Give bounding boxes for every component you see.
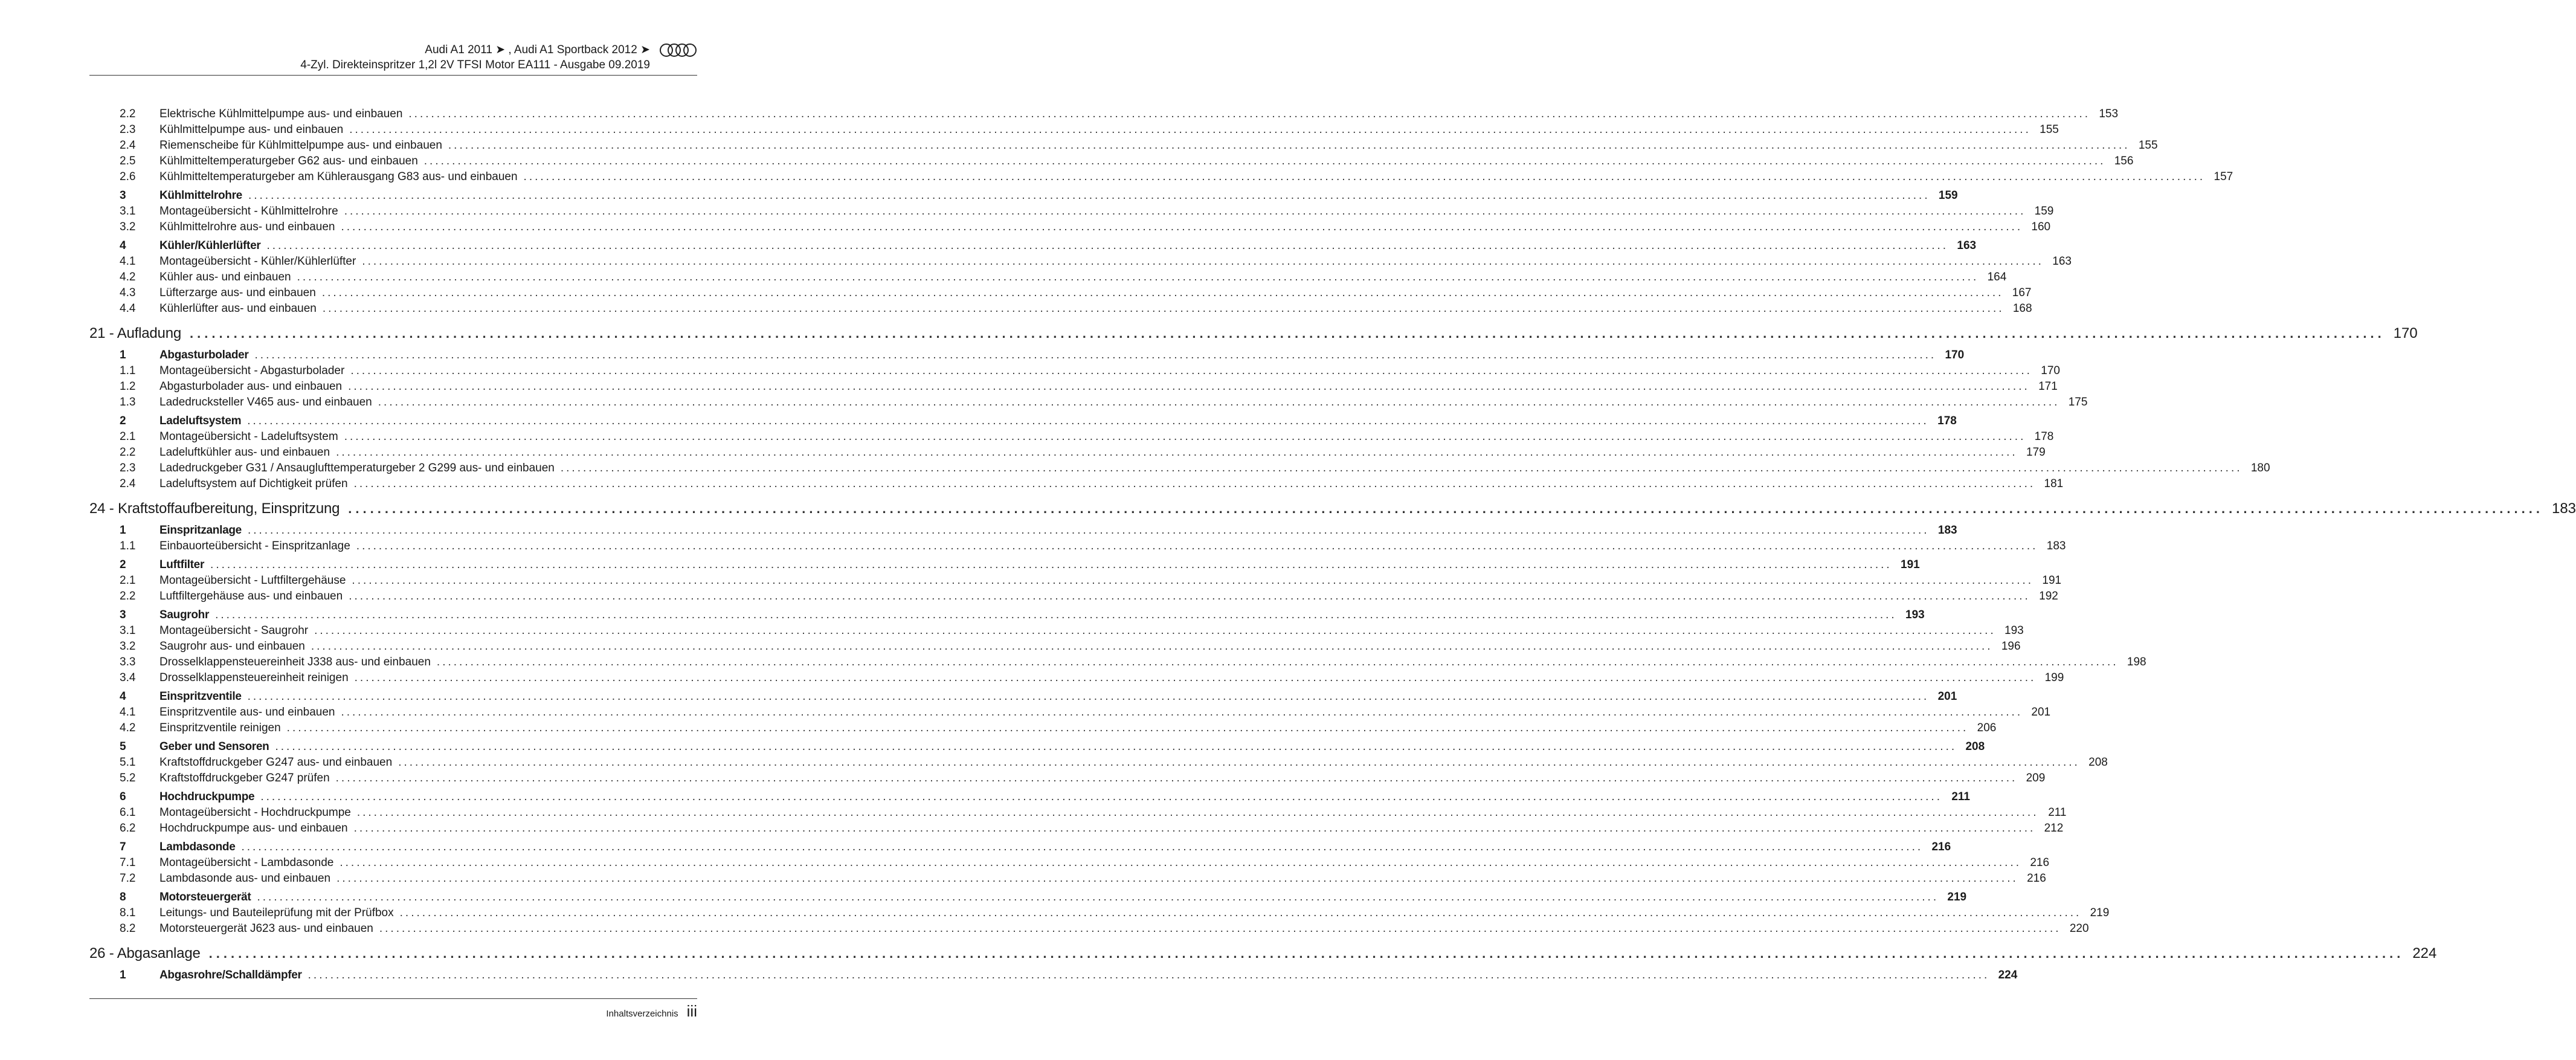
toc-section[interactable]: [89, 413, 1957, 429]
toc-subsection[interactable]: [89, 106, 2119, 122]
toc-entry-page: 153: [2099, 108, 2119, 120]
toc-entry-number: 2.1: [120, 430, 136, 443]
toc-entry-title: Saugrohr aus- und einbauen: [159, 640, 305, 653]
toc-entry-number: 4.1: [120, 706, 136, 719]
toc-entry-title: Luftfilter: [159, 558, 205, 571]
toc-entry-title: Lüfterzarge aus- und einbauen: [159, 286, 316, 299]
toc-entry-title: 26 - Abgasanlage: [89, 945, 201, 961]
dot-leader: ............................................................................................................................................................................................................................................................................................................: [241, 841, 1924, 853]
toc-entry-title: Abgasturbolader: [159, 349, 249, 361]
toc-subsection[interactable]: [89, 871, 2046, 887]
dot-leader: ............................................................................................................................................................................................................................................................................................................: [408, 108, 2091, 120]
toc-entry-number: 4.2: [120, 722, 136, 734]
toc-entry-page: 201: [1937, 690, 1957, 703]
dot-leader: ............................................................................................................................................................................................................................................................................................................: [297, 271, 1979, 283]
toc-subsection[interactable]: [89, 270, 2007, 285]
dot-leader: ............................................................................................................................................................................................................................................................................................................: [349, 590, 2030, 603]
toc-entry-page: 163: [2052, 255, 2072, 268]
toc-entry-number: 3.2: [120, 221, 136, 233]
toc-subsection[interactable]: [89, 169, 2233, 185]
toc-subsection[interactable]: [89, 654, 2146, 670]
toc-entry-number: 3.2: [120, 640, 136, 653]
toc-entry-page: 211: [2048, 806, 2067, 819]
toc-entry-title: Montageübersicht - Lambdasonde: [159, 856, 334, 869]
footer-divider: [89, 998, 697, 999]
toc-entry-number: 6.2: [120, 822, 136, 835]
toc-entry-page: 206: [1977, 722, 1997, 734]
toc-section[interactable]: [89, 238, 1977, 254]
toc-entry-title: Montageübersicht - Hochdruckpumpe: [159, 806, 351, 819]
toc-entry-title: Motorsteuergerät J623 aus- und einbauen: [159, 922, 373, 935]
dot-leader: ............................................................................................................................................................................................................................................................................................................: [354, 671, 2037, 684]
toc-entry-page: 208: [2088, 756, 2108, 769]
toc-entry-title: Hochdruckpumpe: [159, 790, 255, 803]
toc-entry-number: 5.1: [120, 756, 136, 769]
dot-leader: ............................................................................................................................................................................................................................................................................................................: [208, 946, 2404, 961]
toc-entry-number: 8.2: [120, 922, 136, 935]
toc-subsection[interactable]: [89, 921, 2089, 937]
toc-subsection[interactable]: [89, 805, 2067, 821]
toc-subsection[interactable]: [89, 476, 2064, 492]
dot-leader: ............................................................................................................................................................................................................................................................................................................: [311, 640, 1993, 653]
toc-entry-title: Ladeluftkühler aus- und einbauen: [159, 446, 330, 459]
dot-leader: ............................................................................................................................................................................................................................................................................................................: [448, 139, 2130, 152]
toc-entry-title: Motorsteuergerät: [159, 891, 251, 903]
toc-entry-page: 219: [1947, 891, 1967, 903]
header-divider: [89, 75, 697, 76]
toc-subsection[interactable]: [89, 395, 2088, 410]
toc-chapter[interactable]: [89, 323, 2418, 344]
toc-entry-page: 191: [2042, 574, 2062, 587]
toc-entry-title: Leitungs- und Bauteileprüfung mit der Prüfbox: [159, 906, 394, 919]
toc-subsection[interactable]: [89, 821, 2064, 836]
toc-entry-title: Riemenscheibe für Kühlmittelpumpe aus- und einbauen: [159, 139, 442, 152]
toc-entry-number: 3: [120, 609, 126, 621]
toc-entry-title: Lambdasonde aus- und einbauen: [159, 872, 331, 885]
toc-entry-number: 1.3: [120, 396, 136, 409]
toc-entry-number: 2.2: [120, 108, 136, 120]
toc-entry-number: 2: [120, 558, 126, 571]
toc-entry-number: 1.1: [120, 540, 136, 552]
toc-entry-title: Ladeluftsystem auf Dichtigkeit prüfen: [159, 477, 348, 490]
dot-leader: ............................................................................................................................................................................................................................................................................................................: [321, 286, 2004, 299]
toc-entry-page: 191: [1901, 558, 1920, 571]
toc-entry-page: 224: [2412, 945, 2437, 961]
toc-entry-page: 180: [2250, 462, 2270, 474]
toc-entry-title: Abgasturbolader aus- und einbauen: [159, 380, 343, 393]
page-number: iii: [686, 1002, 697, 1020]
dot-leader: ............................................................................................................................................................................................................................................................................................................: [210, 558, 1892, 571]
dot-leader: ............................................................................................................................................................................................................................................................................................................: [353, 477, 2036, 490]
toc-entry-title: 24 - Kraftstoffaufbereitung, Einspritzung: [89, 500, 340, 517]
toc-entry-page: 224: [1998, 969, 2018, 981]
toc-entry-page: 159: [2034, 205, 2054, 218]
dot-leader: ............................................................................................................................................................................................................................................................................................................: [398, 756, 2080, 769]
page-footer: [606, 1002, 697, 1021]
toc-subsection[interactable]: [89, 538, 2066, 554]
toc-entry-page: 216: [1931, 841, 1951, 853]
dot-leader: ............................................................................................................................................................................................................................................................................................................: [286, 722, 1969, 734]
toc-subsection[interactable]: [89, 254, 2072, 270]
toc-entry-page: 156: [2114, 155, 2134, 167]
toc-entry-page: 198: [2127, 656, 2146, 668]
toc-entry-number: 2.5: [120, 155, 136, 167]
dot-leader: ............................................................................................................................................................................................................................................................................................................: [336, 872, 2018, 885]
toc-section[interactable]: [89, 523, 1957, 538]
toc-entry-number: 4.2: [120, 271, 136, 283]
toc-entry-page: 170: [1945, 349, 1965, 361]
dot-leader: ............................................................................................................................................................................................................................................................................................................: [266, 239, 1949, 252]
toc-entry-page: 160: [2031, 221, 2051, 233]
dot-leader: ............................................................................................................................................................................................................................................................................................................: [314, 624, 1996, 637]
dot-leader: ............................................................................................................................................................................................................................................................................................................: [560, 462, 2243, 474]
toc-entry-number: 2: [120, 415, 126, 427]
toc-entry-title: Kühlerlüfter aus- und einbauen: [159, 302, 317, 315]
toc-subsection[interactable]: [89, 285, 2032, 301]
dot-leader: ............................................................................................................................................................................................................................................................................................................: [335, 772, 2018, 784]
toc-subsection[interactable]: [89, 219, 2051, 235]
toc-entry-title: Ladedrucksteller V465 aus- und einbauen: [159, 396, 372, 409]
toc-entry-number: 7.2: [120, 872, 136, 885]
toc-subsection[interactable]: [89, 670, 2064, 686]
toc-subsection[interactable]: [89, 771, 2046, 786]
toc-section[interactable]: [89, 968, 2018, 983]
toc-entry-number: 1: [120, 524, 126, 537]
toc-subsection[interactable]: [89, 705, 2051, 720]
toc-entry-page: 164: [1987, 271, 2007, 283]
dot-leader: ............................................................................................................................................................................................................................................................................................................: [344, 430, 2026, 443]
toc-section[interactable]: [89, 789, 1970, 805]
toc-subsection[interactable]: [89, 720, 1997, 736]
toc-entry-title: Hochdruckpumpe aus- und einbauen: [159, 822, 348, 835]
toc-entry-page: 212: [2044, 822, 2064, 835]
toc-section[interactable]: [89, 557, 1920, 573]
toc-entry-title: Kühler/Kühlerlüfter: [159, 239, 261, 252]
toc-entry-title: Kühlmittelrohre aus- und einbauen: [159, 221, 335, 233]
toc-entry-title: Einspritzventile: [159, 690, 242, 703]
toc-entry-title: Kühlmitteltemperaturgeber am Kühlerausgang G83 aus- und einbauen: [159, 170, 518, 183]
dot-leader: ............................................................................................................................................................................................................................................................................................................: [308, 969, 1990, 981]
page-header: [300, 42, 697, 73]
toc-entry-number: 4.1: [120, 255, 136, 268]
dot-leader: ............................................................................................................................................................................................................................................................................................................: [523, 170, 2206, 183]
toc-entry-page: 219: [2090, 906, 2110, 919]
toc-subsection[interactable]: [89, 445, 2046, 461]
toc-chapter[interactable]: [89, 943, 2437, 965]
toc-entry-page: 167: [2012, 286, 2032, 299]
toc-entry-page: 181: [2044, 477, 2064, 490]
toc-section[interactable]: [89, 347, 1965, 363]
toc-entry-number: 7: [120, 841, 126, 853]
toc-entry-title: Lambdasonde: [159, 841, 236, 853]
toc-entry-title: Elektrische Kühlmittelpumpe aus- und einbauen: [159, 108, 403, 120]
dot-leader: ............................................................................................................................................................................................................................................................................................................: [275, 740, 1957, 753]
dot-leader: ............................................................................................................................................................................................................................................................................................................: [353, 822, 2036, 835]
toc-entry-number: 2.3: [120, 123, 136, 136]
toc-subsection[interactable]: [89, 379, 2058, 395]
toc-entry-page: 175: [2068, 396, 2088, 409]
dot-leader: ............................................................................................................................................................................................................................................................................................................: [356, 540, 2038, 552]
dot-leader: ............................................................................................................................................................................................................................................................................................................: [247, 415, 1929, 427]
toc-entry-number: 2.1: [120, 574, 136, 587]
dot-leader: ............................................................................................................................................................................................................................................................................................................: [348, 501, 2543, 516]
toc-entry-number: 4: [120, 690, 126, 703]
table-of-contents: [89, 106, 2576, 983]
toc-entry-title: Kraftstoffdruckgeber G247 aus- und einbauen: [159, 756, 393, 769]
dot-leader: ............................................................................................................................................................................................................................................................................................................: [254, 349, 1937, 361]
toc-section[interactable]: [89, 890, 1967, 905]
dot-leader: ............................................................................................................................................................................................................................................................................................................: [378, 396, 2060, 409]
toc-entry-title: Ladeluftsystem: [159, 415, 242, 427]
dot-leader: ............................................................................................................................................................................................................................................................................................................: [344, 205, 2026, 218]
toc-entry-page: 216: [2027, 872, 2046, 885]
toc-entry-page: 193: [2004, 624, 2024, 637]
toc-entry-page: 170: [2393, 325, 2418, 341]
toc-entry-number: 2.2: [120, 446, 136, 459]
toc-entry-number: 1.1: [120, 364, 136, 377]
toc-entry-title: Montageübersicht - Kühlmittelrohre: [159, 205, 338, 218]
toc-entry-number: 4.3: [120, 286, 136, 299]
toc-entry-title: Montageübersicht - Kühler/Kühlerlüfter: [159, 255, 356, 268]
toc-entry-title: Einbauorteübersicht - Einspritzanlage: [159, 540, 350, 552]
toc-entry-number: 6: [120, 790, 126, 803]
toc-entry-page: 155: [2138, 139, 2158, 152]
dot-leader: ............................................................................................................................................................................................................................................................................................................: [340, 856, 2022, 869]
toc-entry-number: 8: [120, 891, 126, 903]
toc-entry-title: Drosselklappensteuereinheit reinigen: [159, 671, 349, 684]
toc-subsection[interactable]: [89, 461, 2270, 476]
toc-subsection[interactable]: [89, 855, 2050, 871]
dot-leader: ............................................................................................................................................................................................................................................................................................................: [423, 155, 2106, 167]
toc-entry-page: 201: [2031, 706, 2051, 719]
toc-entry-title: Saugrohr: [159, 609, 210, 621]
toc-entry-title: Kühlmittelpumpe aus- und einbauen: [159, 123, 344, 136]
dot-leader: ............................................................................................................................................................................................................................................................................................................: [341, 706, 2023, 719]
toc-entry-page: 196: [2001, 640, 2021, 653]
toc-entry-title: Kraftstoffdruckgeber G247 prüfen: [159, 772, 330, 784]
toc-subsection[interactable]: [89, 755, 2108, 771]
toc-entry-number: 5.2: [120, 772, 136, 784]
dot-leader: ............................................................................................................................................................................................................................................................................................................: [349, 123, 2031, 136]
toc-entry-number: 3.3: [120, 656, 136, 668]
toc-entry-number: 2.2: [120, 590, 136, 603]
toc-entry-number: 4.4: [120, 302, 136, 315]
dot-leader: ............................................................................................................................................................................................................................................................................................................: [190, 326, 2385, 341]
toc-entry-title: Luftfiltergehäuse aus- und einbauen: [159, 590, 343, 603]
dot-leader: ............................................................................................................................................................................................................................................................................................................: [215, 609, 1897, 621]
audi-rings-icon: [658, 42, 697, 58]
toc-entry-page: 199: [2044, 671, 2064, 684]
toc-entry-page: 183: [1937, 524, 1957, 537]
toc-section[interactable]: [89, 607, 1925, 623]
toc-subsection[interactable]: [89, 204, 2054, 219]
toc-entry-page: 178: [2034, 430, 2054, 443]
dot-leader: ............................................................................................................................................................................................................................................................................................................: [436, 656, 2119, 668]
toc-entry-number: 1: [120, 349, 126, 361]
toc-section[interactable]: [89, 689, 1957, 705]
toc-entry-title: Abgasrohre/Schalldämpfer: [159, 969, 302, 981]
dot-leader: ............................................................................................................................................................................................................................................................................................................: [352, 574, 2034, 587]
toc-entry-page: 192: [2039, 590, 2058, 603]
toc-subsection[interactable]: [89, 122, 2059, 138]
toc-entry-page: 178: [1937, 415, 1957, 427]
toc-entry-page: 171: [2038, 380, 2058, 393]
toc-entry-number: 7.1: [120, 856, 136, 869]
toc-entry-title: Einspritzventile reinigen: [159, 722, 281, 734]
toc-entry-page: 209: [2026, 772, 2046, 784]
toc-entry-number: 3.4: [120, 671, 136, 684]
toc-entry-page: 179: [2026, 446, 2046, 459]
toc-entry-title: Einspritzanlage: [159, 524, 242, 537]
toc-entry-page: 220: [2069, 922, 2089, 935]
dot-leader: ............................................................................................................................................................................................................................................................................................................: [247, 524, 1930, 537]
toc-entry-number: 2.3: [120, 462, 136, 474]
toc-entry-number: 6.1: [120, 806, 136, 819]
dot-leader: ............................................................................................................................................................................................................................................................................................................: [356, 806, 2039, 819]
toc-entry-number: 2.4: [120, 477, 136, 490]
toc-subsection[interactable]: [89, 154, 2134, 169]
toc-subsection[interactable]: [89, 363, 2060, 379]
dot-leader: ............................................................................................................................................................................................................................................................................................................: [362, 255, 2044, 268]
toc-entry-number: 3.1: [120, 205, 136, 218]
toc-entry-title: Montageübersicht - Ladeluftsystem: [159, 430, 338, 443]
toc-entry-number: 2.6: [120, 170, 136, 183]
toc-entry-number: 3: [120, 189, 126, 202]
toc-entry-title: Kühler aus- und einbauen: [159, 271, 291, 283]
dot-leader: ............................................................................................................................................................................................................................................................................................................: [350, 364, 2032, 377]
dot-leader: ............................................................................................................................................................................................................................................................................................................: [248, 189, 1930, 202]
toc-subsection[interactable]: [89, 589, 2058, 604]
toc-entry-page: 216: [2030, 856, 2050, 869]
toc-section[interactable]: [89, 188, 1958, 204]
toc-entry-page: 170: [2041, 364, 2060, 377]
toc-entry-page: 157: [2214, 170, 2233, 183]
dot-leader: ............................................................................................................................................................................................................................................................................................................: [336, 446, 2018, 459]
toc-entry-title: Kühlmittelrohre: [159, 189, 242, 202]
toc-entry-page: 193: [1905, 609, 1925, 621]
dot-leader: ............................................................................................................................................................................................................................................................................................................: [399, 906, 2082, 919]
document-subtitle: 4-Zyl. Direkteinspritzer 1,2l 2V TFSI Motor EA111 - Ausgabe 09.2019: [300, 59, 650, 71]
toc-entry-number: 3.1: [120, 624, 136, 637]
toc-entry-title: Montageübersicht - Luftfiltergehäuse: [159, 574, 346, 587]
dot-leader: ............................................................................................................................................................................................................................................................................................................: [260, 790, 1942, 803]
toc-entry-page: 211: [1951, 790, 1970, 803]
toc-section[interactable]: [89, 739, 1985, 755]
document-title: Audi A1 2011 ➤ , Audi A1 Sportback 2012 ➤: [425, 44, 650, 56]
toc-entry-page: 208: [1965, 740, 1985, 753]
toc-entry-title: Geber und Sensoren: [159, 740, 269, 753]
toc-entry-title: 21 - Aufladung: [89, 325, 181, 341]
toc-subsection[interactable]: [89, 639, 2021, 654]
toc-entry-page: 168: [2012, 302, 2032, 315]
toc-entry-page: 183: [2551, 500, 2576, 517]
toc-entry-page: 183: [2046, 540, 2066, 552]
toc-entry-number: 2.4: [120, 139, 136, 152]
dot-leader: ............................................................................................................................................................................................................................................................................................................: [348, 380, 2030, 393]
toc-subsection[interactable]: [89, 429, 2054, 445]
toc-entry-title: Ladedruckgeber G31 / Ansauglufttemperaturgeber 2 G299 aus- und einbauen: [159, 462, 555, 474]
dot-leader: ............................................................................................................................................................................................................................................................................................................: [379, 922, 2061, 935]
toc-entry-page: 163: [1957, 239, 1977, 252]
toc-subsection[interactable]: [89, 905, 2110, 921]
dot-leader: ............................................................................................................................................................................................................................................................................................................: [247, 690, 1930, 703]
toc-chapter[interactable]: [89, 498, 2576, 520]
toc-section[interactable]: [89, 839, 1951, 855]
toc-entry-title: Montageübersicht - Abgasturbolader: [159, 364, 345, 377]
toc-entry-page: 159: [1938, 189, 1958, 202]
toc-entry-number: 8.1: [120, 906, 136, 919]
toc-entry-title: Montageübersicht - Saugrohr: [159, 624, 309, 637]
toc-entry-number: 1.2: [120, 380, 136, 393]
toc-subsection[interactable]: [89, 573, 2062, 589]
toc-entry-number: 1: [120, 969, 126, 981]
toc-entry-number: 4: [120, 239, 126, 252]
toc-entry-number: 5: [120, 740, 126, 753]
toc-subsection[interactable]: [89, 623, 2024, 639]
toc-entry-title: Einspritzventile aus- und einbauen: [159, 706, 335, 719]
toc-entry-page: 155: [2040, 123, 2059, 136]
footer-label: Inhaltsverzeichnis: [606, 1009, 678, 1019]
toc-subsection[interactable]: [89, 138, 2158, 154]
dot-leader: ............................................................................................................................................................................................................................................................................................................: [341, 221, 2023, 233]
dot-leader: ............................................................................................................................................................................................................................................................................................................: [322, 302, 2004, 315]
toc-entry-title: Kühlmitteltemperaturgeber G62 aus- und einbauen: [159, 155, 418, 167]
toc-subsection[interactable]: [89, 301, 2032, 317]
toc-entry-title: Drosselklappensteuereinheit J338 aus- und einbauen: [159, 656, 431, 668]
dot-leader: ............................................................................................................................................................................................................................................................................................................: [257, 891, 1939, 903]
